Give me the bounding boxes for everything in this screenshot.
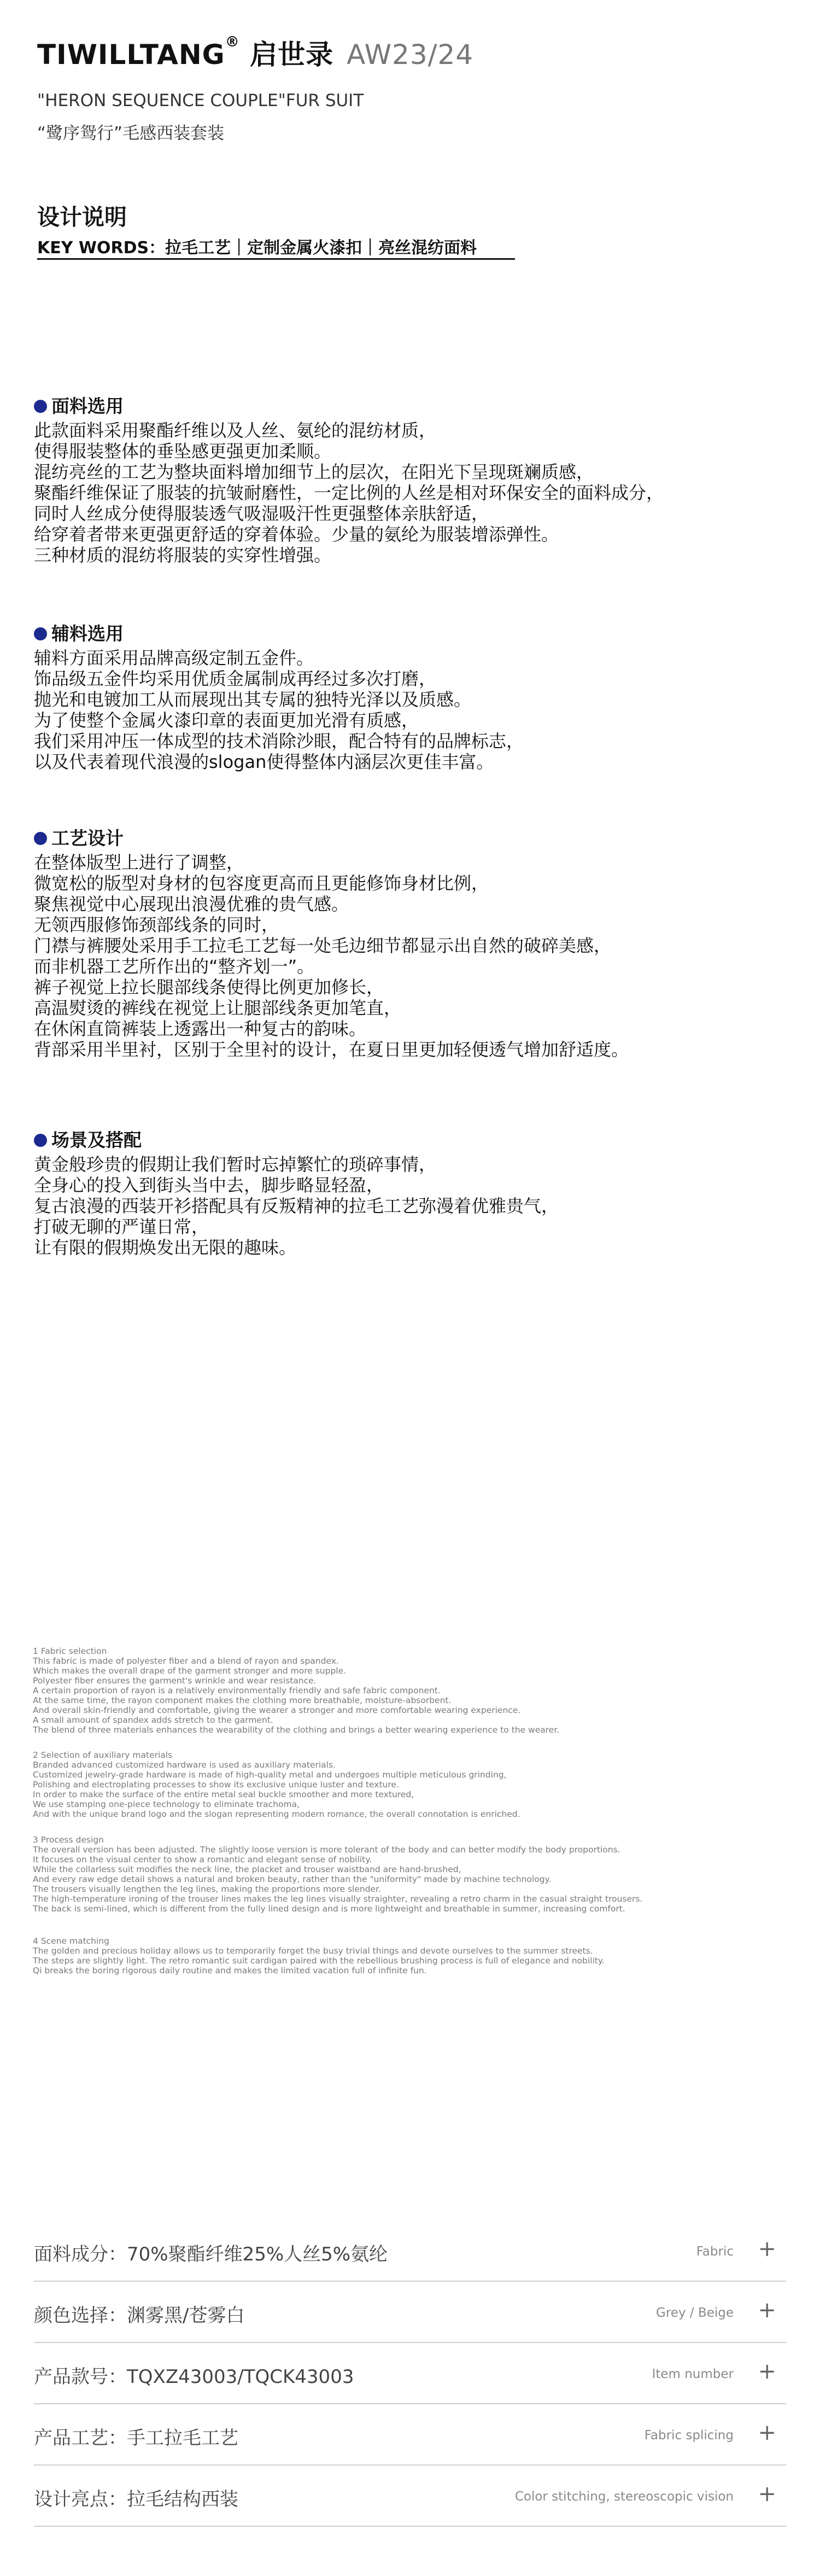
section-heading: [34, 1127, 788, 1154]
plus-icon[interactable]: +: [758, 2359, 776, 2384]
body-line: 高温熨烫的裤线在视觉上让腿部线条更加笔直，: [34, 998, 402, 1018]
english-line: Qi breaks the boring rigorous daily routine and makes the limited vacation full of infinite fun.: [33, 1966, 427, 1975]
product-title-en: "HERON SEQUENCE COUPLE"FUR SUIT: [37, 91, 364, 110]
section-heading: [34, 620, 788, 648]
body-line: 聚酯纤维保证了服装的抗皱耐磨性，一定比例的人丝是相对环保安全的面料成分，: [34, 482, 664, 503]
english-block-process: [33, 1835, 787, 1914]
spec-label: 颜色选择：渊雾黑/苍雾白: [34, 2305, 245, 2327]
keywords-underline: [37, 258, 515, 260]
body-line: 裤子视觉上拉长腿部线条使得比例更加修长，: [34, 977, 384, 998]
section-auxiliary: [34, 620, 788, 772]
body-line: 聚焦视觉中心展现出浪漫优雅的贵气感。: [34, 894, 349, 914]
spec-row-craft[interactable]: [34, 2403, 786, 2466]
section-fabric: [34, 393, 788, 566]
english-block-auxiliary: [33, 1750, 787, 1819]
body-line: 微宽松的版型对身材的包容度更高而且更能修饰身材比例，: [34, 873, 489, 894]
english-line: The trousers visually lengthen the leg lines, making the proportions more slender.: [33, 1884, 381, 1894]
english-line: Customized jewelry-grade hardware is made of high-quality metal and undergoes multiple meticulous grinding,: [33, 1770, 507, 1780]
design-heading: 设计说明: [37, 204, 127, 230]
english-line: At the same time, the rayon component makes the clothing more breathable, moisture-absorbent.: [33, 1695, 452, 1705]
plus-icon[interactable]: +: [758, 2298, 776, 2323]
plus-icon[interactable]: +: [758, 2420, 776, 2445]
body-line: 门襟与裤腰处采用手工拉毛工艺每一处毛边细节都显示出自然的破碎美感，: [34, 935, 612, 956]
section-heading-text: 场景及搭配: [51, 1129, 142, 1151]
bullet-dot-icon: [34, 627, 47, 640]
body-line: 背部采用半里衬，区别于全里衬的设计，在夏日里更加轻便透气增加舒适度。: [34, 1039, 629, 1060]
body-line: 给穿着者带来更强更舒适的穿着体验。少量的氨纶为服装增添弹性。: [34, 524, 559, 545]
bullet-dot-icon: [34, 1134, 47, 1147]
english-line: The steps are slightly light. The retro romantic suit cardigan paired with the rebellious brushing process is full of elegance and nobility.: [33, 1956, 605, 1966]
spec-tag: Grey / Beige: [656, 2306, 734, 2320]
section-body: [34, 1154, 788, 1258]
body-line: 在休闲直筒裤装上透露出一种复古的韵味。: [34, 1018, 367, 1039]
spec-row-item-number[interactable]: [34, 2342, 786, 2404]
body-line: 复古浪漫的西装开衫搭配具有反叛精神的拉毛工艺弥漫着优雅贵气，: [34, 1196, 559, 1216]
english-line: The high-temperature ironing of the trouser lines makes the leg lines visually straighter, revealing a retro charm in the casual straight trousers.: [33, 1894, 643, 1904]
body-line: 以及代表着现代浪漫的slogan使得整体内涵层次更佳丰富。: [34, 751, 494, 772]
english-line: Polishing and electroplating processes to show its exclusive unique luster and texture.: [33, 1780, 399, 1790]
english-line: Branded advanced customized hardware is used as auxiliary materials.: [33, 1760, 336, 1770]
season-label: AW23/24: [347, 39, 474, 71]
english-line: It focuses on the visual center to show a romantic and elegant sense of nobility.: [33, 1855, 372, 1864]
english-line: A certain proportion of rayon is a relatively environmentally friendly and safe fabric component.: [33, 1686, 441, 1695]
english-block-fabric: [33, 1646, 787, 1735]
spec-row-highlight[interactable]: [34, 2464, 786, 2527]
english-line: And every raw edge detail shows a natural and broken beauty, rather than the "uniformity" made by machine technology.: [33, 1874, 552, 1884]
registered-mark: ®: [225, 34, 240, 50]
body-line: 让有限的假期焕发出无限的趣味。: [34, 1237, 297, 1258]
english-line: And overall skin-friendly and comfortable, giving the wearer a stronger and more comfortable wearing experience.: [33, 1705, 521, 1715]
bullet-dot-icon: [34, 832, 47, 845]
body-line: 三种材质的混纺将服装的实穿性增强。: [34, 545, 332, 566]
plus-icon[interactable]: +: [758, 2481, 776, 2507]
section-body: [34, 648, 788, 772]
spec-label: 产品工艺：手工拉毛工艺: [34, 2427, 238, 2449]
body-line: 而非机器工艺所作出的“整齐划一”。: [34, 956, 315, 977]
body-line: 我们采用冲压一体成型的技术消除沙眼，配合特有的品牌标志，: [34, 731, 524, 751]
body-line: 混纺亮丝的工艺为整块面料增加细节上的层次，在阳光下呈现斑斓质感，: [34, 462, 594, 482]
brand-name: TIWILLTANG: [37, 39, 225, 71]
english-line: And with the unique brand logo and the slogan representing modern romance, the overall connotation is enriched.: [33, 1809, 520, 1819]
section-scene: [34, 1127, 788, 1258]
body-line: 在整体版型上进行了调整，: [34, 852, 244, 873]
product-title-zh: “鹭序鸳行”毛感西装套装: [37, 124, 225, 143]
section-body: [34, 420, 788, 566]
body-line: 为了使整个金属火漆印章的表面更加光滑有质感，: [34, 710, 419, 731]
spec-label: 面料成分：70%聚酯纤维25%人丝5%氨纶: [34, 2243, 388, 2265]
body-line: 辅料方面采用品牌高级定制五金件。: [34, 648, 314, 668]
spec-tag: Item number: [652, 2367, 734, 2381]
english-line: 1 Fabric selection: [33, 1646, 107, 1656]
english-line: The golden and precious holiday allows us to temporarily forget the busy trivial things and devote ourselves to the summer streets.: [33, 1946, 593, 1956]
english-line: The back is semi-lined, which is different from the fully lined design and is more lightweight and breathable in summer, increasing comfort.: [33, 1904, 625, 1914]
body-line: 饰品级五金件均采用优质金属制成再经过多次打磨，: [34, 668, 437, 689]
english-line: The overall version has been adjusted. The slightly loose version is more tolerant of the body and can better modify the body proportions.: [33, 1845, 620, 1855]
english-line: We use stamping one-piece technology to eliminate trachoma,: [33, 1799, 300, 1809]
brand-logo: [37, 33, 473, 72]
spec-row-fabric[interactable]: [34, 2219, 786, 2282]
spec-tag: Fabric: [696, 2245, 734, 2259]
english-line: 4 Scene matching: [33, 1936, 109, 1946]
spec-row-color[interactable]: [34, 2281, 786, 2343]
body-line: 抛光和电镀加工从而展现出其专属的独特光泽以及质感。: [34, 689, 472, 710]
english-block-scene: [33, 1936, 787, 1975]
plus-icon[interactable]: +: [758, 2236, 776, 2262]
body-line: 无领西服修饰颈部线条的同时，: [34, 914, 279, 935]
bullet-dot-icon: [34, 400, 47, 413]
english-line: Polyester fiber ensures the garment's wrinkle and wear resistance.: [33, 1676, 317, 1686]
spec-label: 设计亮点：拉毛结构西装: [34, 2488, 238, 2510]
spec-tag: Fabric splicing: [644, 2428, 734, 2443]
section-heading-text: 辅料选用: [51, 623, 124, 644]
brand-name-zh: 启世录: [250, 39, 334, 71]
english-line: 2 Selection of auxiliary materials: [33, 1750, 173, 1760]
keywords-line: KEY WORDS：拉毛工艺｜定制金属火漆扣｜亮丝混纺面料: [37, 238, 477, 258]
section-heading-text: 面料选用: [51, 395, 124, 417]
body-line: 黄金般珍贵的假期让我们暂时忘掉繁忙的琐碎事情，: [34, 1154, 437, 1175]
english-line: The blend of three materials enhances the wearability of the clothing and brings a better wearing experience to the wearer.: [33, 1725, 560, 1735]
section-heading: [34, 393, 788, 420]
english-line: In order to make the surface of the entire metal seal buckle smoother and more textured,: [33, 1790, 414, 1799]
spec-label: 产品款号：TQXZ43003/TQCK43003: [34, 2366, 354, 2388]
english-line: This fabric is made of polyester fiber and a blend of rayon and spandex.: [33, 1656, 339, 1666]
body-line: 此款面料采用聚酯纤维以及人丝、氨纶的混纺材质，: [34, 420, 437, 441]
body-line: 全身心的投入到街头当中去，脚步略显轻盈，: [34, 1175, 384, 1196]
body-line: 同时人丝成分使得服装透气吸湿吸汗性更强整体亲肤舒适，: [34, 503, 489, 524]
english-line: Which makes the overall drape of the garment stronger and more supple.: [33, 1666, 347, 1676]
section-process: [34, 825, 788, 1060]
english-line: While the collarless suit modifies the neck line, the placket and trouser waistband are hand-brushed,: [33, 1864, 461, 1874]
body-line: 使得服装整体的垂坠感更强更加柔顺。: [34, 441, 332, 462]
body-line: 打破无聊的严谨日常，: [34, 1216, 209, 1237]
spec-tag: Color stitching, stereoscopic vision: [514, 2490, 734, 2504]
section-body: [34, 852, 788, 1060]
english-line: 3 Process design: [33, 1835, 104, 1845]
section-heading: [34, 825, 788, 852]
section-heading-text: 工艺设计: [51, 827, 124, 849]
english-line: A small amount of spandex adds stretch to the garment.: [33, 1715, 273, 1725]
